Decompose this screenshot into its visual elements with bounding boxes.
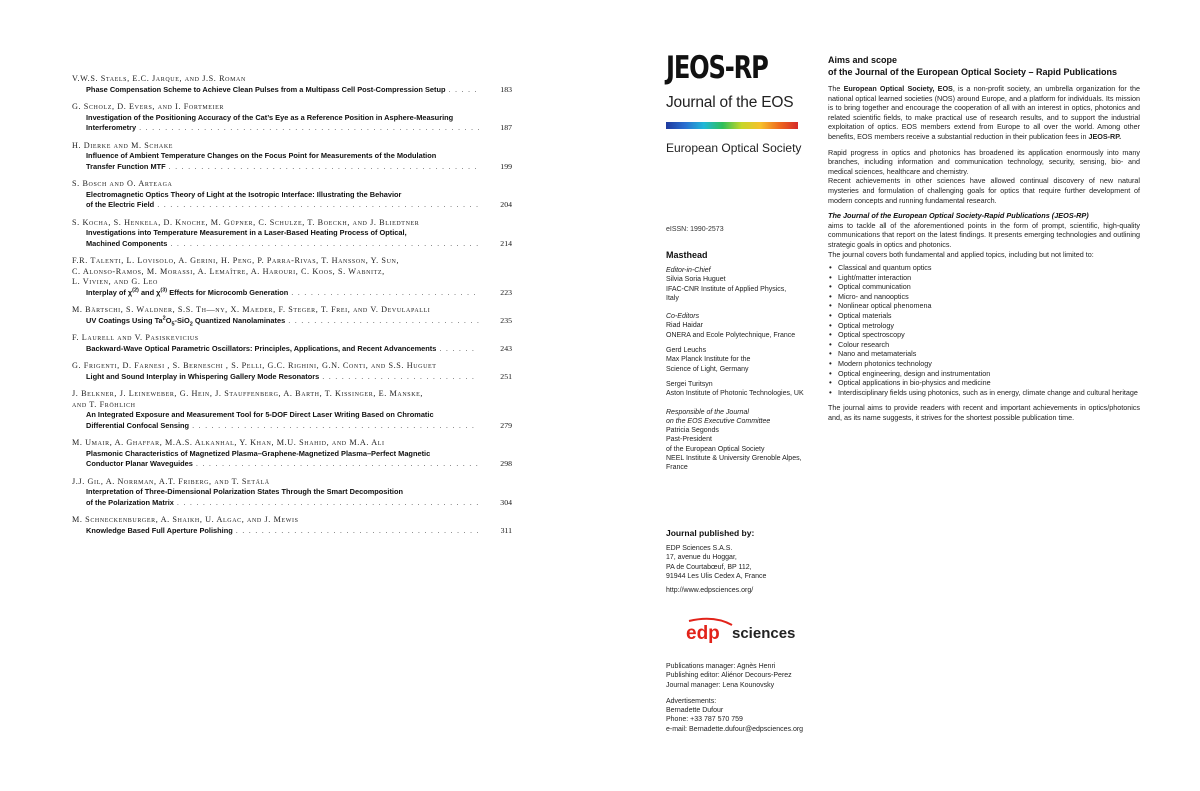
- toc-leader-dots: [288, 316, 479, 327]
- toc-authors: S. Bosch and O. Arteaga: [72, 179, 173, 188]
- toc-entry[interactable]: [72, 102, 512, 134]
- aims-paragraph: The journal covers both fundamental and applied topics, including but not limited to:: [828, 249, 1094, 259]
- toc-title[interactable]: Knowledge Based Full Aperture Polishing: [86, 525, 233, 535]
- toc-entry[interactable]: [72, 333, 512, 354]
- topic-item: • Optical materials: [828, 311, 1140, 321]
- toc-authors: C. Alonso-Ramos, M. Morassi, A. Lemaître, A. Harouri, C. Koos, S. Wabnitz,: [72, 266, 385, 276]
- aims-paragraph: The European Optical Society, EOS, is a non-profit society, an umbrella organization for the national optical learned societies (NOS) around Europe, and a platform for individuals. Its mission is to bring together and encourage the cooperation of all with an interest in optics, photonics and related scientific fields, to make practical use of research results, and to support the industrial exploitation of optics. EOS members extend from Europe to all over the world. Among other benefits, EOS members receive a substantial reduction in their publication fees in JEOS-RP.: [828, 84, 1140, 141]
- ads-line: Advertisements:: [666, 697, 717, 705]
- toc-authors: J. Belkner, J. Leineweber, G. Hein, J. Stauffenberg, A. Barth, T. Kissinger, E. Manske,: [72, 389, 424, 398]
- journal-name: Journal of the EOS: [666, 94, 794, 111]
- coeditor-affil: ONERA and Ecole Polytechnique, France: [666, 331, 796, 339]
- aims-and-scope: [828, 55, 1140, 423]
- toc-entry[interactable]: [72, 477, 512, 509]
- toc-title[interactable]: Interplay of $\chi^{(2)}$ and $\chi^{(3)}$ Effects for Microcomb Generation: [86, 287, 289, 297]
- toc-page-number: 298: [500, 459, 512, 468]
- publisher-staff: [666, 662, 826, 734]
- toc-title[interactable]: Transfer Function MTF: [86, 161, 166, 171]
- toc-entry[interactable]: [72, 256, 512, 298]
- responsible-name: Patricia Segonds: [666, 427, 719, 435]
- coeditors-role: Co-Editors: [666, 313, 700, 321]
- toc-leader-dots: [196, 459, 479, 470]
- table-of-contents: [72, 74, 512, 543]
- toc-authors: V.W.S. Staels, E.C. Jarque, and J.S. Roman: [72, 74, 246, 83]
- jeos-rp-logo: JEOS-RP: [666, 50, 768, 86]
- edp-sciences-logo: [684, 617, 814, 649]
- toc-leader-dots: [177, 498, 479, 509]
- toc-title[interactable]: Interpretation of Three-Dimensional Polarization States Through the Smart Decomposition: [86, 487, 404, 496]
- masthead-column: [666, 50, 816, 733]
- publisher-heading: Journal published by:: [666, 528, 755, 538]
- society-name: European Optical Society: [666, 141, 802, 155]
- toc-authors: M. Bärtschi, S. Waldner, S.S. Th—ny, X. Maeder, F. Steger, T. Frei, and V. Devulapalli: [72, 305, 431, 314]
- ads-email[interactable]: e-mail: Bernadette.dufour@edpsciences.org: [666, 725, 804, 733]
- toc-leader-dots: [157, 200, 479, 211]
- toc-entry[interactable]: [72, 438, 512, 470]
- topic-item: • Optical spectroscopy: [828, 330, 1140, 340]
- publisher-line: 17, avenue du Hoggar,: [666, 554, 737, 562]
- eic-name: Silvia Soria Huguet: [666, 276, 726, 284]
- toc-leader-dots: [169, 162, 479, 173]
- toc-title[interactable]: Backward-Wave Optical Parametric Oscillators: Principles, Applications, and Recent Advancements: [86, 343, 437, 353]
- coeditor-affil: Max Planck Institute for the: [666, 356, 751, 364]
- coeditor-affil: Science of Light, Germany: [666, 365, 749, 373]
- staff-line: Journal manager: Lena Kounovsky: [666, 681, 775, 689]
- toc-title[interactable]: Machined Components: [86, 238, 168, 248]
- responsible-role: on the EOS Executive Committee: [666, 417, 771, 425]
- toc-title[interactable]: Phase Compensation Scheme to Achieve Clean Pulses from a Multipass Cell Post-Compression Setup: [86, 84, 446, 94]
- aims-paragraph: Rapid progress in optics and photonics has broadened its application enormously into many branches, including information and communication technology, security, sensing, bio- and medical sciences, healthcare and chemistry.: [828, 147, 1140, 176]
- aims-paragraph: aims to tackle all of the aforementioned points in the form of prompt, scientific, high-quality communications that report on the latest findings. It presents emerging technologies and outlining strategic goals in optics and photonics.: [828, 220, 1140, 249]
- toc-entry[interactable]: [72, 74, 512, 95]
- toc-authors: M. Schneckenburger, A. Shaikh, U. Algac, and J. Mewis: [72, 515, 299, 524]
- toc-leader-dots: [139, 123, 479, 134]
- toc-title[interactable]: Conductor Planar Waveguides: [86, 459, 193, 468]
- publisher-line: EDP Sciences S.A.S.: [666, 545, 733, 552]
- topic-item: • Optical metrology: [828, 321, 1140, 331]
- publisher-line: 91944 Les Ulis Cedex A, France: [666, 572, 767, 580]
- toc-leader-dots: [192, 421, 479, 432]
- toc-entry[interactable]: [72, 515, 512, 536]
- toc-page-number: 304: [500, 497, 512, 507]
- topic-item: • Light/matter interaction: [828, 273, 1140, 283]
- toc-entry[interactable]: [72, 361, 512, 382]
- toc-page-number: 204: [500, 200, 512, 209]
- toc-authors: and T. Fröhlich: [72, 399, 136, 409]
- toc-entry[interactable]: [72, 218, 512, 250]
- toc-authors: J.J. Gil, A. Norrman, A.T. Friberg, and T. Setälä: [72, 476, 270, 486]
- publisher-line: PA de Courtabœuf, BP 112,: [666, 563, 752, 571]
- toc-title[interactable]: Plasmonic Characteristics of Magnetized Plasma–Graphene-Magnetized Plasma–Perfect Magnetic: [86, 448, 431, 458]
- coeditor-name: Riad Haidar: [666, 322, 703, 330]
- eic-country: Italy: [666, 294, 679, 302]
- coeditor-name: Sergei Turitsyn: [666, 380, 713, 388]
- toc-page-number: 251: [500, 371, 512, 381]
- topic-item: • Optical communication: [828, 282, 1140, 292]
- publisher-address: [666, 544, 826, 595]
- topic-item: • Colour research: [828, 340, 1140, 350]
- staff-line: Publications manager: Agnès Henri: [666, 663, 776, 670]
- toc-page-number: 214: [500, 238, 512, 248]
- jeos-rp-subheading: The Journal of the European Optical Society-Rapid Publications (JEOS-RP): [828, 211, 1089, 221]
- masthead-heading: Masthead: [666, 250, 708, 260]
- topic-item: • Micro- and nanooptics: [828, 292, 1140, 302]
- toc-title[interactable]: Investigations into Temperature Measurement in a Laser-Based Heating Process of Optical,: [86, 228, 407, 237]
- toc-title[interactable]: Light and Sound Interplay in Whispering Gallery Mode Resonators: [86, 371, 320, 381]
- toc-title[interactable]: Influence of Ambient Temperature Changes on the Focus Point for Measurements of the Modulation: [86, 151, 437, 160]
- toc-leader-dots: [291, 288, 479, 299]
- aims-subheading: of the Journal of the European Optical Society – Rapid Publications: [828, 66, 1118, 77]
- toc-authors: M. Umair, A. Ghaffar, M.A.S. Alkanhal, Y. Khan, M.U. Shahid, and M.A. Ali: [72, 438, 385, 447]
- toc-authors: G. Scholz, D. Evers, and I. Fortmeier: [72, 102, 225, 111]
- aims-heading: Aims and scope: [828, 55, 898, 65]
- toc-title[interactable]: Differential Confocal Sensing: [86, 420, 190, 430]
- toc-leader-dots: [439, 344, 479, 355]
- toc-page-number: 279: [500, 420, 512, 430]
- edp-logo-text: edp: [686, 623, 720, 644]
- toc-title[interactable]: of the Polarization Matrix: [86, 497, 174, 507]
- topic-item: • Interdisciplinary fields using photonics, such as in energy, climate change and cultural heritage: [828, 388, 1140, 398]
- toc-page-number: 199: [500, 161, 512, 171]
- toc-leader-dots: [170, 239, 479, 250]
- aims-paragraph: Recent achievements in other sciences have allowed continual discovery of new natural mysteries and formulation of challenging goals for optics that require further development of modern concepts and running fundamental research.: [828, 176, 1140, 205]
- toc-title[interactable]: UV Coatings Using $Ta^2O_5-SiO_2$ Quantized Nanolaminates: [86, 315, 286, 327]
- toc-title[interactable]: Interferometry: [86, 123, 137, 132]
- toc-entry[interactable]: [72, 305, 512, 326]
- coeditor-name: Gerd Leuchs: [666, 347, 707, 355]
- toc-authors: L. Vivien, and G. Leo: [72, 277, 158, 286]
- topic-item: • Modern photonics technology: [828, 359, 1140, 369]
- publisher-url[interactable]: http://www.edpsciences.org/: [666, 587, 754, 595]
- ads-line: Phone: +33 787 570 759: [666, 716, 743, 724]
- toc-page-number: 223: [500, 287, 512, 297]
- responsible-affil: NEEL Institute & University Grenoble Alpes,: [666, 455, 802, 463]
- toc-title[interactable]: Investigation of the Positioning Accuracy of the Cat’s Eye as a Reference Position in Asphere-Measuring: [86, 112, 454, 122]
- toc-leader-dots: [449, 85, 480, 96]
- ads-line: Bernadette Dufour: [666, 707, 724, 715]
- aims-paragraph: The journal aims to provide readers with recent and important achievements in optics/photonics and, as its name suggests, it strives for the shortest possible publication time.: [828, 403, 1140, 422]
- responsible-affil: of the European Optical Society: [666, 445, 765, 453]
- toc-page-number: 183: [500, 84, 512, 94]
- toc-leader-dots: [322, 372, 479, 383]
- toc-leader-dots: [236, 526, 479, 537]
- coeditor-affil: Aston Institute of Photonic Technologies, UK: [666, 390, 804, 398]
- toc-authors: H. Dierke and M. Schake: [72, 140, 174, 150]
- toc-authors: F. Laurell and V. Pasiskevicius: [72, 333, 199, 342]
- toc-title[interactable]: of the Electric Field: [86, 200, 155, 209]
- toc-page-number: 243: [500, 343, 512, 353]
- topic-item: • Nonlinear optical phenomena: [828, 301, 1140, 311]
- toc-authors: F.R. Talenti, L. Lovisolo, A. Gerini, H. Peng, P. Parra-Rivas, T. Hansson, Y. Sun,: [72, 256, 400, 265]
- toc-authors: G. Frigenti, D. Farnesi , S. Berneschi , S. Pelli, G.C. Righini, G.N. Conti, and S.S. Huguet: [72, 361, 437, 370]
- topic-item: • Classical and quantum optics: [828, 263, 1140, 273]
- toc-title[interactable]: An Integrated Exposure and Measurement Tool for 5-DOF Direct Laser Writing Based on Chromatic: [86, 410, 434, 419]
- topics-list: [828, 263, 1140, 397]
- topic-item: • Optical applications in bio-physics and medicine: [828, 378, 1140, 388]
- sciences-logo-text: sciences: [732, 625, 796, 642]
- topic-item: • Nano and metamaterials: [828, 349, 1140, 359]
- masthead-list: [666, 266, 826, 473]
- toc-authors: S. Kocha, S. Henkela, D. Knoche, M. Güpner, C. Schulze, T. Boeckh, and J. Bliedtner: [72, 217, 420, 227]
- eissn: eISSN: 1990-2573: [666, 226, 724, 233]
- toc-page-number: 235: [500, 315, 512, 325]
- spectrum-bar: [666, 122, 798, 129]
- topic-item: • Optical engineering, design and instrumentation: [828, 369, 1140, 379]
- toc-page-number: 311: [500, 525, 512, 535]
- toc-title[interactable]: Electromagnetic Optics Theory of Light at the Isotropic Interface: Illustrating the Behavior: [86, 189, 402, 199]
- eic-role: Editor-in-Chief: [666, 267, 711, 274]
- responsible-affil: Past-President: [666, 436, 712, 444]
- responsible-affil: France: [666, 464, 688, 472]
- toc-page-number: 187: [500, 123, 512, 132]
- toc-entry[interactable]: [72, 179, 512, 211]
- toc-entry[interactable]: [72, 389, 512, 431]
- eic-affil: IFAC-CNR Institute of Applied Physics,: [666, 285, 787, 293]
- responsible-role: Responsible of the Journal: [666, 408, 749, 416]
- toc-entry[interactable]: [72, 141, 512, 173]
- staff-line: Publishing editor: Aliénor Decours-Perez: [666, 672, 792, 680]
